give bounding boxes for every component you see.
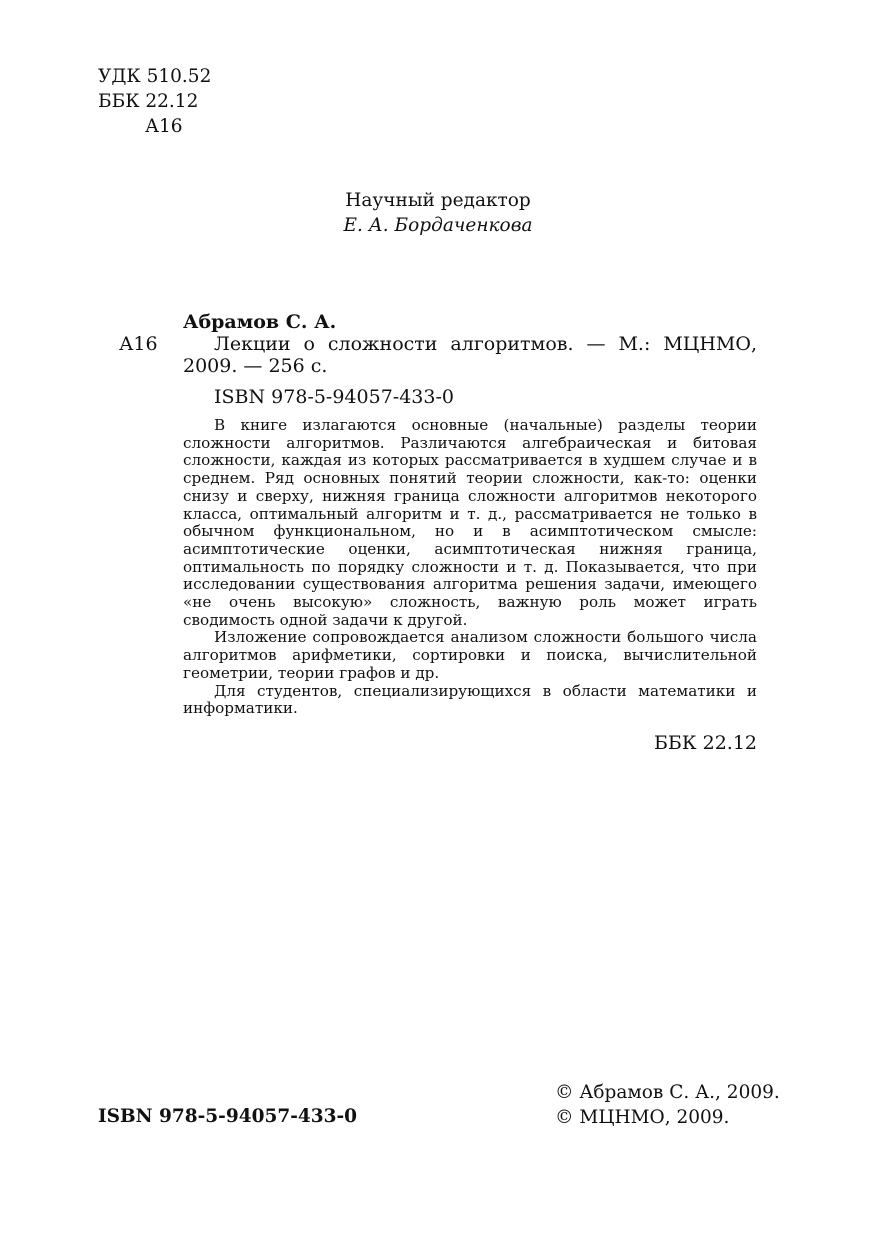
editor-role: Научный редактор	[345, 190, 531, 211]
card-title: Лекции о сложности алгоритмов. — М.: МЦНМО, 2009. — 256 с.	[183, 333, 757, 377]
copyright-block	[555, 1080, 780, 1130]
footer-isbn: ISBN 978-5-94057-433-0	[98, 1106, 358, 1127]
card-abstract	[183, 417, 757, 718]
copyright-author: © Абрамов С. А., 2009.	[555, 1082, 780, 1103]
classification-block	[98, 64, 211, 139]
editor-name: Е. А. Бордаченкова	[343, 215, 533, 236]
author-mark: А16	[145, 116, 183, 137]
card-author: Абрамов С. А.	[183, 311, 337, 333]
card-isbn: ISBN 978-5-94057-433-0	[214, 386, 454, 408]
abstract-paragraph: В книге излагаются основные (начальные) разделы теории сложности алгоритмов. Различаются алгебраическая и битовая сложности, каждая из которых рассматривается в худшем случае и в среднем. Ряд основных понятий теории сложности, как-то: оценки снизу и сверху, нижняя граница сложности алгоритмов некоторого класса, оптимальный алгоритм и т. д., рассматривается не только в обычном функциональном, но и в асимптотическом смысле: асимптотические оценки, асимптотическая нижняя граница, оптимальность по порядку сложности и т. д. Показывается, что при исследовании существования алгоритма решения задачи, имеющего «не очень высокую» сложность, важную роль может играть сводимость одной задачи к другой.	[183, 416, 757, 629]
editor-block	[0, 188, 876, 238]
card-bbk: ББК 22.12	[653, 731, 757, 754]
abstract-paragraph: Для студентов, специализирующихся в области математики и информатики.	[183, 681, 757, 718]
abstract-paragraph: Изложение сопровождается анализом сложности большого числа алгоритмов арифметики, сортировки и поиска, вычислительной геометрии, теории графов и др.	[183, 628, 757, 682]
card-code: А16	[119, 333, 158, 355]
catalog-card	[183, 311, 757, 754]
bbk-code: ББК 22.12	[98, 91, 199, 112]
copyright-publisher: © МЦНМО, 2009.	[555, 1107, 730, 1128]
udk-code: УДК 510.52	[98, 66, 212, 87]
